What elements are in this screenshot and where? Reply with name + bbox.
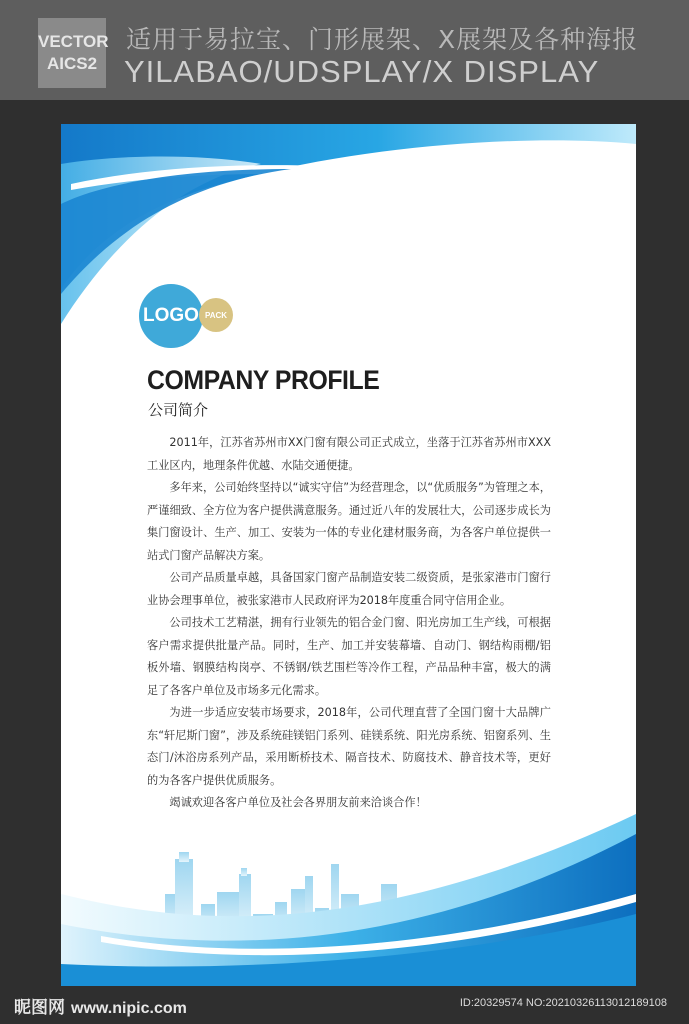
poster-title: COMPANY PROFILE [147, 365, 380, 395]
poster-subtitle: 公司简介 [148, 401, 209, 419]
logo-circle: LOGO [139, 284, 203, 348]
paragraph: 2011年，江苏省苏州市XX门窗有限公司正式成立，坐落于江苏省苏州市XXX工业区内，地理条件优越、水陆交通便捷。 [147, 436, 551, 472]
image-id-text: ID:20329574 NO:20210326113012189108 [459, 997, 667, 1009]
profile-body [147, 432, 551, 815]
paragraph: 公司产品质量卓越，具备国家门窗产品制造安装二级资质，是张家港市门窗行业协会理事单位，被张家港市人民政府评为2018年度重合同守信用企业。 [147, 571, 551, 607]
paragraph: 竭诚欢迎各客户单位及社会各界朋友前来洽谈合作！ [169, 796, 427, 809]
paragraph: 多年来，公司始终坚持以“诚实守信”为经营理念，以“优质服务”为管理之本，严谨细致、全方位为客户提供满意服务。通过近八年的发展壮大，公司逐步成长为集门窗设计、生产、加工、安装为一体的专业化建材服务商，为各客户单位提供一站式门窗产品解决方案。 [147, 481, 551, 562]
site-watermark [14, 993, 187, 1018]
vector-badge [38, 18, 109, 88]
badge-line2: AICS2 [46, 54, 98, 73]
paragraph: 为进一步适应安装市场要求，2018年，公司代理直营了全国门窗十大品牌广东“轩尼斯门窗”，涉及系统硅镁铝门系列、硅镁系统、阳光房系统、铝窗系列、生态门/沐浴房系列产品，采用断桥技术、隔音技术、防腐技术、静音技术等，更好的为各客户提供优质服务。 [147, 706, 551, 787]
header-band [0, 0, 689, 100]
badge-line1: VECTOR [38, 32, 109, 51]
site-logo: 昵图网 [14, 998, 65, 1018]
header-title-cn: 适用于易拉宝、门形展架、X展架及各种海报 [126, 25, 639, 54]
paragraph: 公司技术工艺精湛，拥有行业领先的铝合金门窗、阳光房加工生产线，可根据客户需求提供批量产品。同时，生产、加工并安装幕墙、自动门、钢结构雨棚/铝板外墙、钢膜结构岗亭、不锈钢/铁艺围栏等冷作工程，产品品种丰富，极大的满足了各客户单位及市场多元化需求。 [147, 616, 551, 697]
site-url: www.nipic.com [71, 1000, 187, 1017]
header-title-en: YILABAO/UDSPLAY/X DISPLAY [124, 54, 600, 89]
logo [139, 284, 249, 354]
poster [61, 124, 636, 986]
logo-pack-circle: PACK [199, 298, 233, 332]
